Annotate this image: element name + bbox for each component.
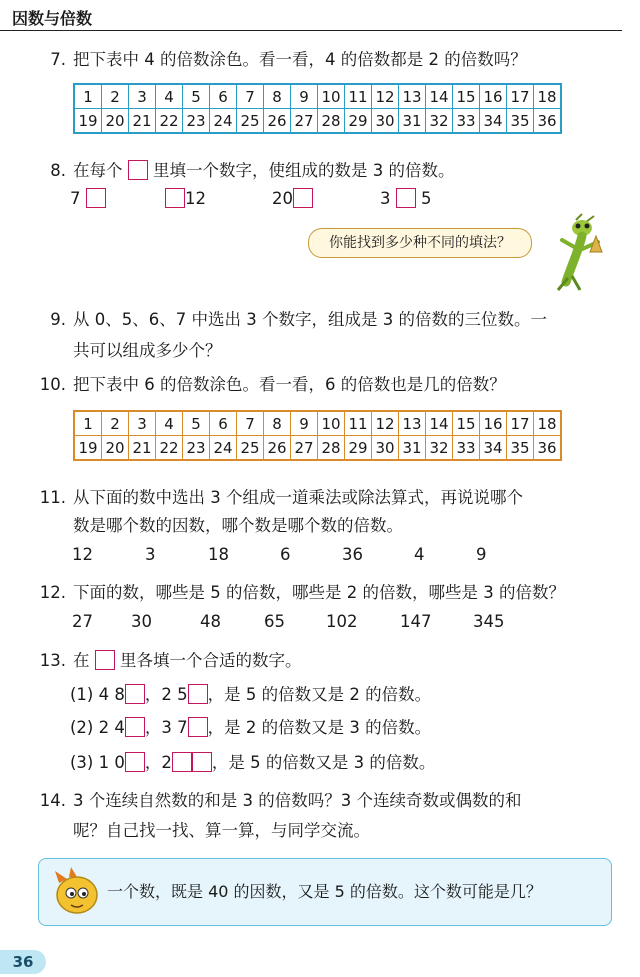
answer-box — [128, 160, 148, 180]
table-cell[interactable]: 2 — [102, 84, 129, 109]
table-cell[interactable]: 1 — [74, 84, 102, 109]
question-number: 13. — [39, 651, 66, 670]
table-cell[interactable]: 12 — [372, 411, 399, 436]
number-item: 36 — [342, 545, 363, 564]
q13-row-2: (2) 2 4 ，3 7 ，是 2 的倍数又是 3 的倍数。 — [70, 718, 432, 737]
table-cell[interactable]: 24 — [210, 436, 237, 461]
q8-item-1: 7 — [70, 186, 106, 212]
table-cell[interactable]: 29 — [345, 109, 372, 134]
table-cell[interactable]: 33 — [453, 109, 480, 134]
table-cell[interactable]: 30 — [372, 109, 399, 134]
question-text: 把下表中 6 的倍数涂色。看一看，6 的倍数也是几的倍数？ — [73, 375, 506, 394]
question-text-line-2: 数是哪个数的因数，哪个数是哪个数的倍数。 — [73, 516, 403, 535]
chapter-title: 因数与倍数 — [12, 9, 93, 28]
number-item: 30 — [131, 612, 152, 631]
table-cell[interactable]: 6 — [210, 411, 237, 436]
answer-box — [95, 650, 115, 670]
question-text-line-2: 共可以组成多少个？ — [73, 341, 222, 360]
table-cell[interactable]: 13 — [399, 411, 426, 436]
question-number: 8. — [50, 161, 66, 180]
question-number: 9. — [50, 310, 66, 329]
question-number: 10. — [39, 375, 66, 394]
question-number: 7. — [50, 50, 66, 69]
number-item: 48 — [200, 612, 221, 631]
question-text-before: 在每个 — [73, 161, 123, 180]
table-cell[interactable]: 32 — [426, 109, 453, 134]
table-cell[interactable]: 21 — [129, 109, 156, 134]
table-cell[interactable]: 5 — [183, 84, 210, 109]
table-cell[interactable]: 14 — [426, 84, 453, 109]
table-row — [74, 109, 561, 134]
answer-box[interactable] — [125, 752, 145, 772]
q8-item-3: 20 — [272, 186, 313, 212]
think-panel — [38, 858, 612, 926]
table-cell[interactable]: 24 — [210, 109, 237, 134]
question-text-line-1: 从 0、5、6、7 中选出 3 个数字，组成是 3 的倍数的三位数。一 — [73, 310, 547, 329]
table-cell[interactable]: 2 — [102, 411, 129, 436]
table-cell[interactable]: 36 — [534, 109, 562, 134]
question-text-after: 里填一个数字，使组成的数是 3 的倍数。 — [153, 161, 455, 180]
table-cell[interactable]: 31 — [399, 436, 426, 461]
table-cell[interactable]: 16 — [480, 411, 507, 436]
question-number: 12. — [39, 583, 66, 602]
table-cell[interactable]: 30 — [372, 436, 399, 461]
header-rule — [0, 30, 622, 31]
table-cell[interactable]: 16 — [480, 84, 507, 109]
answer-box[interactable] — [125, 717, 145, 737]
table-cell[interactable]: 4 — [156, 411, 183, 436]
answer-box[interactable] — [396, 188, 416, 208]
number-item: 3 — [145, 545, 156, 564]
number-item: 345 — [473, 612, 505, 631]
table-cell[interactable]: 8 — [264, 84, 291, 109]
table-cell[interactable]: 14 — [426, 411, 453, 436]
table-cell[interactable]: 13 — [399, 84, 426, 109]
table-cell[interactable]: 17 — [507, 84, 534, 109]
table-cell[interactable]: 29 — [345, 436, 372, 461]
table-cell[interactable]: 3 — [129, 84, 156, 109]
table-cell[interactable]: 25 — [237, 436, 264, 461]
number-item: 6 — [280, 545, 291, 564]
table-cell[interactable]: 9 — [291, 84, 318, 109]
table-cell[interactable]: 11 — [345, 84, 372, 109]
q8-item-4: 3 5 — [380, 189, 432, 208]
number-item: 9 — [476, 545, 487, 564]
table-cell[interactable]: 34 — [480, 436, 507, 461]
number-item: 65 — [264, 612, 285, 631]
answer-box[interactable] — [192, 752, 212, 772]
table-cell[interactable]: 28 — [318, 109, 345, 134]
question-number: 11. — [39, 488, 66, 507]
number-item: 12 — [72, 545, 93, 564]
table-cell[interactable]: 12 — [372, 84, 399, 109]
question-text: 下面的数，哪些是 5 的倍数，哪些是 2 的倍数，哪些是 3 的倍数？ — [73, 583, 565, 602]
table-cell[interactable]: 26 — [264, 436, 291, 461]
table-cell[interactable]: 26 — [264, 109, 291, 134]
table-cell[interactable]: 27 — [291, 109, 318, 134]
table-row — [74, 84, 561, 109]
table-cell[interactable]: 8 — [264, 411, 291, 436]
number-item: 18 — [208, 545, 229, 564]
question-text: 把下表中 4 的倍数涂色。看一看，4 的倍数都是 2 的倍数吗？ — [73, 50, 527, 69]
table-cell[interactable]: 9 — [291, 411, 318, 436]
answer-box[interactable] — [293, 188, 313, 208]
page-header — [0, 0, 640, 34]
table-cell[interactable]: 19 — [74, 109, 102, 134]
table-cell[interactable]: 18 — [534, 84, 562, 109]
table-cell[interactable]: 22 — [156, 109, 183, 134]
table-cell[interactable]: 23 — [183, 109, 210, 134]
table-cell[interactable]: 1 — [74, 411, 102, 436]
answer-box[interactable] — [172, 752, 192, 772]
answer-box[interactable] — [188, 717, 208, 737]
question-number: 14. — [39, 791, 66, 810]
number-table-4 — [73, 83, 562, 134]
page-number: 36 — [0, 950, 46, 974]
table-row — [74, 436, 561, 461]
answer-box[interactable] — [188, 684, 208, 704]
table-cell[interactable]: 20 — [102, 436, 129, 461]
table-cell[interactable]: 3 — [129, 411, 156, 436]
table-cell[interactable]: 4 — [156, 84, 183, 109]
table-cell[interactable]: 20 — [102, 109, 129, 134]
table-cell[interactable]: 5 — [183, 411, 210, 436]
table-cell[interactable]: 32 — [426, 436, 453, 461]
table-cell[interactable]: 33 — [453, 436, 480, 461]
table-cell[interactable]: 6 — [210, 84, 237, 109]
table-cell[interactable]: 11 — [345, 411, 372, 436]
table-cell[interactable]: 31 — [399, 109, 426, 134]
number-item: 147 — [400, 612, 432, 631]
q13-row-3: (3) 1 0 ，2 ，是 5 的倍数又是 3 的倍数。 — [70, 753, 436, 772]
table-cell[interactable]: 10 — [318, 411, 345, 436]
q8-item-2: 12 — [165, 186, 206, 212]
answer-box[interactable] — [125, 684, 145, 704]
table-cell[interactable]: 15 — [453, 84, 480, 109]
table-cell[interactable]: 28 — [318, 436, 345, 461]
hint-bubble: 你能找到多少种不同的填法？ — [308, 228, 532, 258]
answer-box[interactable] — [165, 188, 185, 208]
table-cell[interactable]: 22 — [156, 436, 183, 461]
table-cell[interactable]: 34 — [480, 109, 507, 134]
table-cell[interactable]: 7 — [237, 84, 264, 109]
table-cell[interactable]: 35 — [507, 436, 534, 461]
table-row — [74, 411, 561, 436]
mantis-illustration — [532, 212, 612, 292]
number-item: 27 — [72, 612, 93, 631]
table-cell[interactable]: 18 — [534, 411, 562, 436]
table-cell[interactable]: 25 — [237, 109, 264, 134]
table-cell[interactable]: 7 — [237, 411, 264, 436]
table-cell[interactable]: 19 — [74, 436, 102, 461]
q13-row-1: (1) 4 8 ，2 5 ，是 5 的倍数又是 2 的倍数。 — [70, 685, 432, 704]
question-text-line-1: 3 个连续自然数的和是 3 的倍数吗？3 个连续奇数或偶数的和 — [73, 791, 522, 810]
mascot-illustration — [49, 865, 105, 921]
panel-text: 一个数，既是 40 的因数，又是 5 的倍数。这个数可能是几？ — [107, 882, 542, 901]
table-cell[interactable]: 10 — [318, 84, 345, 109]
number-item: 102 — [326, 612, 358, 631]
question-text-line-2: 呢？自己找一找、算一算，与同学交流。 — [73, 821, 370, 840]
table-cell[interactable]: 15 — [453, 411, 480, 436]
table-cell[interactable]: 35 — [507, 109, 534, 134]
table-cell[interactable]: 36 — [534, 436, 562, 461]
answer-box[interactable] — [86, 188, 106, 208]
number-table-6 — [73, 410, 562, 461]
number-item: 4 — [414, 545, 425, 564]
question-text-after: 里各填一个合适的数字。 — [120, 651, 302, 670]
question-text-before: 在 — [73, 651, 90, 670]
table-cell[interactable]: 27 — [291, 436, 318, 461]
table-cell[interactable]: 17 — [507, 411, 534, 436]
table-cell[interactable]: 23 — [183, 436, 210, 461]
question-text-line-1: 从下面的数中选出 3 个组成一道乘法或除法算式，再说说哪个 — [73, 488, 523, 507]
table-cell[interactable]: 21 — [129, 436, 156, 461]
